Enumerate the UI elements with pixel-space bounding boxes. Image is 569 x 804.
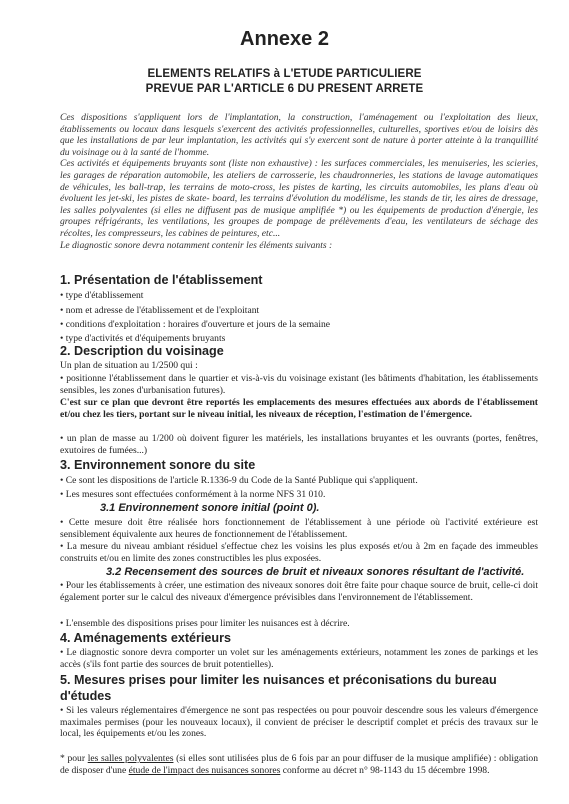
subsection-3-1-paragraph-2: • La mesure du niveau ambiant résiduel s'effectue chez les voisins les plus exposés et/ou à 2m en façade des immeubles construits et/ou en limite des zones constructibles les plus exposées. [60,541,538,564]
list-item: • nom et adresse de l'établissement et de l'exploitant [60,305,260,316]
footnote-underlined-1: les salles polyvalentes [87,753,174,764]
section-4-paragraph: • Le diagnostic sonore devra comporter un volet sur les aménagements extérieurs, notamment les zones de parkings et les accès (s'ils font partie des sources de bruit potentielles). [60,647,538,670]
subsection-3-1-paragraph-1: • Cette mesure doit être réalisée hors fonctionnement de l'établissement à une période où l'activité extérieure est sensiblement équivalente aux heures de fonctionnement de l'établissement. [60,517,538,540]
footnote-middle: (si elles sont utilisées plus de 6 fois par an pour diffuser de la musique amplifiée) : obligation de disposer d'une [60,753,538,776]
footnote-pour: pour [64,753,88,764]
subsection-3-1-heading: 3.1 Environnement sonore initial (point 0). [100,502,320,514]
subsection-3-2-paragraph-1: • Pour les établissements à créer, une estimation des niveaux sonores doit être faite pour chaque source de bruit, celle-ci doit également porter sur le calcul des niveaux d'émergence prévisibles dans l'environnement de l'établissement. [60,580,538,603]
section-2-line-1: Un plan de situation au 1/2500 qui : [60,360,198,371]
section-5-heading: 5. Mesures prises pour limiter les nuisances et préconisations du bureau d'études [60,673,497,703]
section-3-line-1: • Ce sont les dispositions de l'article R.1336-9 du Code de la Santé Publique qui s'appliquent. [60,475,418,486]
section-5-paragraph: • Si les valeurs réglementaires d'émergence ne sont pas respectées ou pour pouvoir descendre sous les valeurs d'émergence maximales permises (pour les nouveaux locaux), il convient de préciser le descriptif complet et précis des travaux sur le local, les équipements et/ou les zones. [60,705,538,740]
subtitle-line-2: PREVUE PAR L'ARTICLE 6 DU PRESENT ARRETE [145,83,424,95]
list-item: • type d'activités et d'équipements bruyants [60,333,226,344]
subtitle-line-1: ELEMENTS RELATIFS à L'ETUDE PARTICULIERE [147,68,422,80]
section-3-heading: 3. Environnement sonore du site [60,458,256,472]
intro-paragraph-2: Ces activités et équipements bruyants sont (liste non exhaustive) : les surfaces commerciales, les menuiseries, les scieries, les garages de réparation automobile, les ateliers de carrosserie, les chaudronneries, les stations de lavage automatiques de véhicules, les ball-trap, les terrains de moto-cross, les pistes de karting, les circuits automobiles, les plans d'eau où évoluent les jet-ski, les pistes de skate- board, les terrains d'évolution du modélisme, les stands de tir, les aires de dressage, les salles polyvalentes (si elles ne diffusent pas de musique amplifiée *) ou les équipements de production d'énergie, les groupes réfrigérants, les ventilations, les groupes de pompage de prélèvements d'eau, les ventilateurs de séchage des récoltes, les compresseurs, les cabines de peintures, etc... [60,158,538,239]
intro-paragraph-3: Le diagnostic sonore devra notamment contenir les éléments suivants : [60,239,333,251]
section-2-line-3: • un plan de masse au 1/200 où doivent figurer les matériels, les installations bruyantes et les ouvrants (portes, fenêtres, exutoires de fumées...) [60,433,538,456]
footnote-end: conforme au décret n° 98-1143 du 15 décembre 1998. [280,764,490,776]
footnote [60,753,538,776]
footnote-underlined-2: étude de l'impact des nuisances sonores [128,764,281,776]
footnote-star: * [60,753,65,764]
intro-text [60,112,538,251]
intro-paragraph-1: Ces dispositions s'appliquent lors de l'implantation, la construction, l'aménagement ou l'exploitation des lieux, établissements ou locaux dans lesquels s'exercent des activités professionnelles, culturelles, sportives et/ou de loisirs dès que les installations de par leur implantation, les activités qui s'y exercent sont de nature à porter atteinte à la tranquillité du voisinage ou à la santé de l'homme. [60,112,538,158]
list-item: • conditions d'exploitation : horaires d'ouverture et jours de la semaine [60,319,331,330]
list-item: • type d'établissement [60,290,144,301]
section-2-bold-note: C'est sur ce plan que devront être reportés les emplacements des mesures effectuées aux abords de l'établissement et/ou chez les tiers, portant sur le niveau initial, les niveaux de réception, l'estimation de l'émergence. [60,397,538,420]
subsection-3-2-paragraph-2: • L'ensemble des dispositions prises pour limiter les nuisances est à décrire. [60,618,350,629]
section-4-heading: 4. Aménagements extérieurs [60,631,232,645]
section-2-heading: 2. Description du voisinage [60,344,224,358]
subsection-3-2-heading: 3.2 Recensement des sources de bruit et niveaux sonores résultant de l'activité. [106,566,525,578]
section-1-heading: 1. Présentation de l'établissement [60,273,263,287]
section-3-line-2: • Les mesures sont effectuées conformément à la norme NFS 31 010. [60,489,326,500]
section-2-line-2: • positionne l'établissement dans le quartier et vis-à-vis du voisinage existant (les bâtiments d'habitation, les établissements sensibles, les zones d'urbanisation futures). [60,373,538,396]
page-title: Annexe 2 [240,28,329,50]
